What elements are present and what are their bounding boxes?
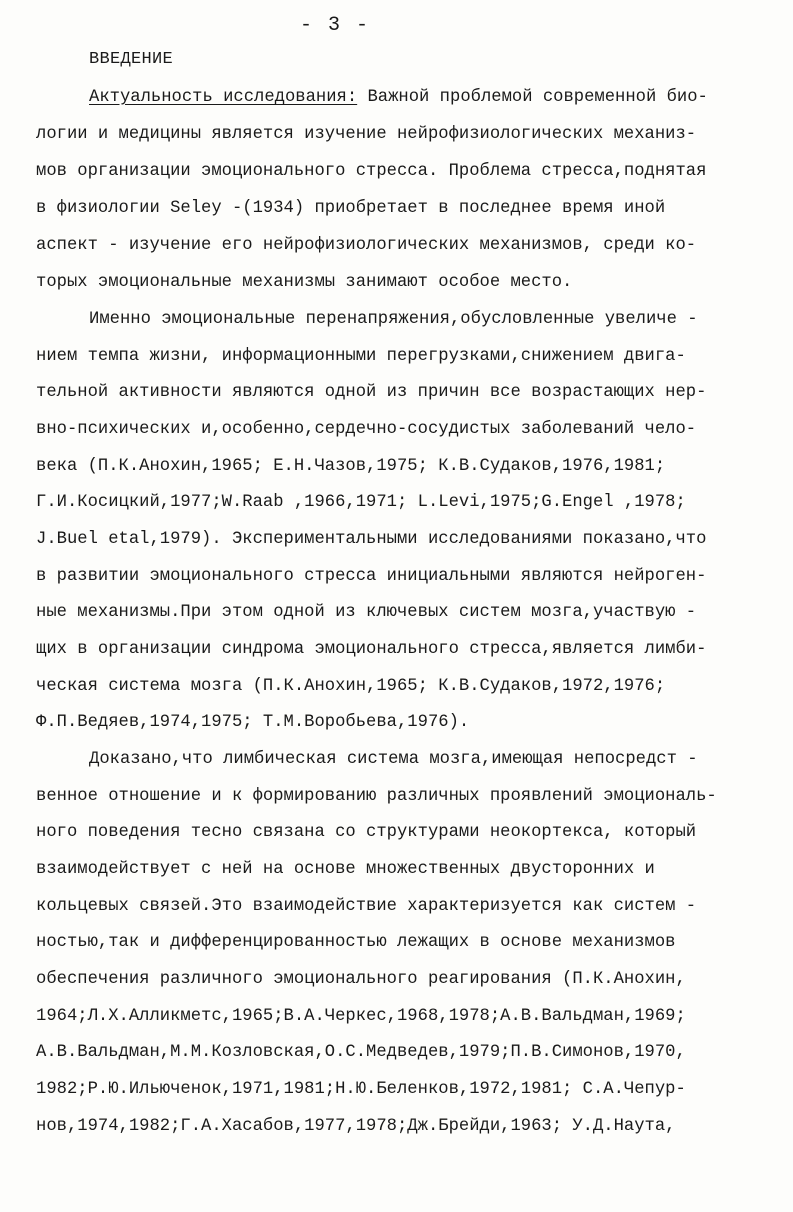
text-line: тельной активности являются одной из причин все возрастающих нер-: [36, 383, 707, 402]
lead-phrase: Актуальность исследования:: [89, 88, 358, 107]
text-line: ного поведения тесно связана со структурами неокортекса, который: [36, 823, 697, 842]
text-line: 1964;Л.Х.Алликметс,1965;В.А.Черкес,1968,1978;А.В.Вальдман,1969;: [36, 1007, 686, 1026]
text-line: ческая система мозга (П.К.Анохин,1965; К.В.Судаков,1972,1976;: [36, 677, 666, 696]
section-heading: ВВЕДЕНИЕ: [89, 50, 174, 69]
text-line: Доказано,что лимбическая система мозга,имеющая непосредст -: [89, 750, 698, 769]
text-line: J.Buel etal,1979). Экспериментальными исследованиями показано,что: [36, 530, 707, 549]
page-number: - 3 -: [300, 14, 371, 37]
text-line: мов организации эмоционального стресса. Проблема стресса,поднятая: [36, 162, 707, 181]
text-line: в развитии эмоционального стресса инициальными являются нейроген-: [36, 567, 707, 586]
text-line: логии и медицины является изучение нейрофизиологических механиз-: [36, 125, 697, 144]
text-line: века (П.К.Анохин,1965; Е.Н.Чазов,1975; К.В.Судаков,1976,1981;: [36, 457, 666, 476]
text-line-1: [89, 88, 708, 108]
text-line: обеспечения различного эмоционального реагирования (П.К.Анохин,: [36, 970, 686, 989]
text-line: ные механизмы.При этом одной из ключевых систем мозга,участвую -: [36, 603, 697, 622]
text-line: аспект - изучение его нейрофизиологических механизмов, среди ко-: [36, 236, 697, 255]
text-line: 1982;Р.Ю.Ильюченок,1971,1981;Н.Ю.Беленков,1972,1981; С.А.Чепур-: [36, 1080, 686, 1099]
text-line: Ф.П.Ведяев,1974,1975; Т.М.Воробьева,1976).: [36, 713, 470, 732]
text-line: торых эмоциональные механизмы занимают особое место.: [36, 273, 573, 292]
text-line: Г.И.Косицкий,1977;W.Raab ,1966,1971; L.Levi,1975;G.Engel ,1978;: [36, 493, 686, 512]
text-line: вно-психических и,особенно,сердечно-сосудистых заболеваний чело-: [36, 420, 697, 439]
text-line: венное отношение и к формированию различных проявлений эмоциональ-: [36, 787, 717, 806]
text-line-1-rest: Важной проблемой современной био-: [357, 88, 708, 107]
text-line: А.В.Вальдман,М.М.Козловская,О.С.Медведев,1979;П.В.Симонов,1970,: [36, 1043, 686, 1062]
text-line: ностью,так и дифференцированностью лежащих в основе механизмов: [36, 933, 676, 952]
text-line: кольцевых связей.Это взаимодействие характеризуется как систем -: [36, 897, 697, 916]
text-line: в физиологии Seley -(1934) приобретает в последнее время иной: [36, 199, 666, 218]
text-line: нов,1974,1982;Г.А.Хасабов,1977,1978;Дж.Брейди,1963; У.Д.Наута,: [36, 1117, 676, 1136]
text-line: нием темпа жизни, информационными перегрузками,снижением двига-: [36, 347, 686, 366]
text-line: взаимодействует с ней на основе множественных двусторонних и: [36, 860, 655, 879]
text-line: Именно эмоциональные перенапряжения,обусловленные увеличе -: [89, 310, 698, 329]
text-line: щих в организации синдрома эмоционального стресса,является лимби-: [36, 640, 707, 659]
